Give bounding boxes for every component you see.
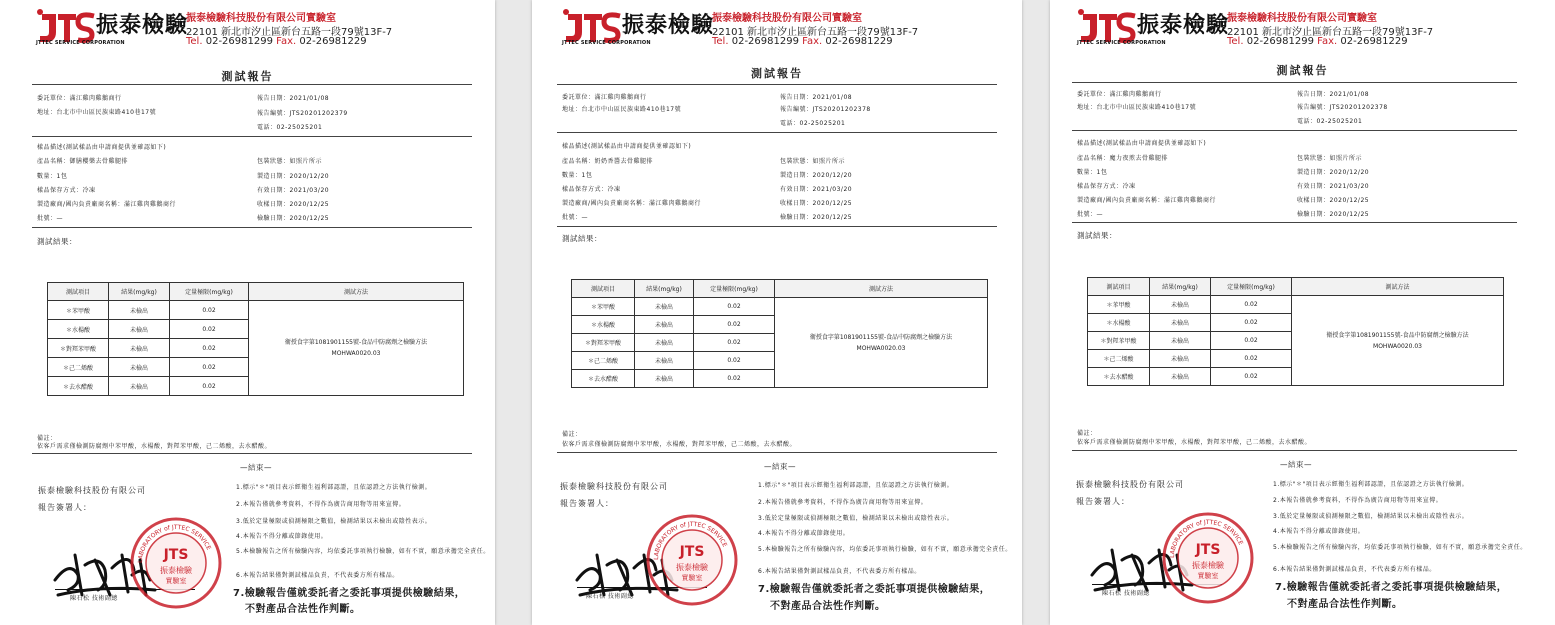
exp-date: 有效日期：2021/03/20	[780, 186, 853, 193]
lab-stamp-icon	[1160, 510, 1256, 606]
signing-company: 振泰檢驗科技股份有限公司	[560, 482, 668, 491]
lab-stamp-icon	[644, 512, 740, 608]
signer-label: 報告簽署人：	[560, 499, 614, 508]
results-label: 測試結果：	[562, 234, 602, 243]
notes-label: 備註：	[1077, 430, 1097, 437]
divider	[1072, 222, 1517, 223]
table-row: ＊水楊酸 未檢出 0.02	[1088, 314, 1504, 332]
table-row: ＊水楊酸 未檢出 0.02	[572, 316, 988, 334]
product-name: 產品名稱：奶奶香醬去骨雞腿排	[562, 158, 654, 165]
svg-text:JTS: JTS	[163, 547, 189, 563]
divider	[1072, 450, 1517, 451]
report-page-1	[0, 0, 495, 625]
test-method: 衛授食字第1081901155號-食品中防腐劑之檢驗方法 MOHWA0020.03	[249, 301, 464, 396]
brand-name: 振泰檢驗	[96, 12, 189, 38]
end-marker: —結束—	[240, 463, 272, 472]
client-field: 委託單位：滿江雞肉雞鵝商行	[1077, 91, 1162, 98]
end-marker: —結束—	[764, 462, 796, 471]
final-note: 7.檢驗報告僅就委託者之委託事項提供檢驗結果，	[1275, 582, 1508, 593]
table-row: ＊水楊酸 未檢出 0.02	[48, 320, 464, 339]
brand-name: 振泰檢驗	[1137, 12, 1230, 38]
svg-text:實驗室: 實驗室	[1197, 572, 1219, 580]
phone-field: 電話：02-25025201	[257, 124, 323, 131]
address-field: 地址：台北市中山區民族東路410巷17號	[1077, 104, 1197, 111]
table-header: 測試方法	[249, 283, 464, 301]
note-item: 1.標示"＊"項目表示經衛生福利部認證，且依認證之方法執行檢測。	[1273, 481, 1469, 488]
phone-field: 電話：02-25025201	[1297, 118, 1363, 125]
report-title: 測試報告	[221, 70, 274, 83]
logo-subtitle: JTTEC SERVICE CORPORATION	[1077, 40, 1166, 46]
note-item: 4.本報告不得分離或節錄使用。	[1273, 528, 1365, 535]
storage-field: 樣品保存方式：冷凍	[37, 187, 96, 194]
note-item: 5.本檢驗報告之所有檢驗內容，均依委託事項執行檢驗，如有不實，願意承擔完全責任。	[758, 546, 1012, 553]
divider	[557, 226, 997, 227]
mfg-date: 製造日期：2020/12/20	[1297, 169, 1370, 176]
table-header: 測試方法	[775, 280, 988, 298]
batch-field: 批號：—	[562, 214, 589, 221]
note-item: 6.本報告結果僅對測試樣品負責，不代表委方所有樣品。	[236, 572, 399, 579]
quantity-field: 數量：1包	[1077, 169, 1108, 176]
table-row: ＊去水醋酸 未檢出 0.02	[48, 377, 464, 396]
signer-label: 報告簽署人：	[38, 503, 92, 512]
table-row: ＊己二烯酸 未檢出 0.02	[1088, 350, 1504, 368]
note-item: 1.標示"＊"項目表示經衛生福利部認證，且依認證之方法執行檢測。	[758, 482, 954, 489]
report-page-2	[532, 0, 1022, 625]
final-note: 7.檢驗報告僅就委託者之委託事項提供檢驗結果，	[758, 584, 991, 595]
storage-field: 樣品保存方式：冷凍	[1077, 183, 1136, 190]
notes-text: 依客戶需求僅檢測防腐劑中苯甲酸，水楊酸，對羥苯甲酸，己二烯酸，去水醋酸。	[37, 443, 272, 450]
company-contact: Tel. 02-26981299 Fax. 02-26981229	[186, 36, 367, 47]
sample-description: 樣品描述(測試樣品由申請商提供並確認如下)	[37, 144, 167, 151]
table-header: 定量極限(mg/kg)	[694, 280, 775, 298]
divider	[557, 452, 997, 453]
table-header: 測試項目	[48, 283, 109, 301]
note-item: 3.低於定量極限或偵測極限之數值，檢測結果以未檢出或陰性表示。	[1273, 513, 1469, 520]
results-table	[47, 282, 464, 396]
results-label: 測試結果：	[37, 237, 77, 246]
results-table	[1087, 277, 1504, 386]
note-item: 6.本報告結果僅對測試樣品負責，不代表委方所有樣品。	[758, 568, 921, 575]
note-item: 2.本報告僅就參考資料，不得作為廣告商用物等用來宣傳。	[236, 501, 406, 508]
svg-text:實驗室: 實驗室	[165, 577, 187, 585]
svg-text:振泰檢驗: 振泰檢驗	[1192, 561, 1224, 570]
storage-field: 樣品保存方式：冷凍	[562, 186, 621, 193]
note-item: 2.本報告僅就參考資料，不得作為廣告商用物等用來宣傳。	[758, 499, 928, 506]
divider	[32, 227, 472, 228]
phone-field: 電話：02-25025201	[780, 120, 846, 127]
svg-text:LABORATORY of JTTEC SERVICE: LABORATORY of JTTEC SERVICE	[652, 520, 729, 561]
svg-text:振泰檢驗: 振泰檢驗	[676, 563, 708, 572]
sample-description: 樣品描述(測試樣品由申請商提供並確認如下)	[562, 143, 692, 150]
report-date: 報告日期：2021/01/08	[257, 95, 330, 102]
table-row: ＊苯甲酸 未檢出 0.02 衛授食字第1081901155號-食品中防腐劑之檢驗方法 MOHWA0020.03	[1088, 296, 1504, 314]
client-field: 委託單位：滿江雞肉雞鵝商行	[37, 95, 122, 102]
receive-date: 收樣日期：2020/12/25	[1297, 197, 1370, 204]
quantity-field: 數量：1包	[37, 173, 68, 180]
batch-field: 批號：—	[37, 215, 64, 222]
signing-company: 振泰檢驗科技股份有限公司	[38, 486, 146, 495]
table-header: 定量極限(mg/kg)	[1211, 278, 1292, 296]
test-date: 檢驗日期：2020/12/25	[780, 214, 853, 221]
report-date: 報告日期：2021/01/08	[1297, 91, 1370, 98]
report-number: 報告編號：JTS20201202379	[257, 110, 348, 117]
test-date: 檢驗日期：2020/12/25	[1297, 211, 1370, 218]
table-row: ＊己二烯酸 未檢出 0.02	[572, 352, 988, 370]
final-note: 不對產品合法性作判斷。	[245, 604, 361, 615]
svg-text:JTS: JTS	[1195, 542, 1221, 558]
divider	[557, 84, 997, 85]
logo-subtitle: JTTEC SERVICE CORPORATION	[36, 40, 125, 46]
final-note: 不對產品合法性作判斷。	[770, 601, 886, 612]
company-address: 22101 新北市汐止區新台五路一段79號13F-7	[1227, 27, 1434, 38]
table-header: 結果(mg/kg)	[1150, 278, 1211, 296]
table-header: 測試方法	[1292, 278, 1504, 296]
company-address: 22101 新北市汐止區新台五路一段79號13F-7	[186, 27, 393, 38]
table-header: 定量極限(mg/kg)	[170, 283, 249, 301]
company-address: 22101 新北市汐止區新台五路一段79號13F-7	[712, 27, 919, 38]
quantity-field: 數量：1包	[562, 172, 593, 179]
company-contact: Tel. 02-26981299 Fax. 02-26981229	[712, 36, 893, 47]
table-row: ＊去水醋酸 未檢出 0.02	[1088, 368, 1504, 386]
product-name: 產品名稱：御膳櫻樂去骨雞腿排	[37, 158, 129, 165]
package-field: 包裝狀態：如照片所示	[257, 158, 323, 165]
svg-text:LABORATORY of JTTEC SERVICE: LABORATORY of JTTEC SERVICE	[1168, 518, 1245, 559]
manufacturer-field: 製造廠商/國內負責廠商名稱：滿江雞肉雞鵝商行	[1077, 197, 1217, 204]
svg-text:JTS: JTS	[679, 544, 705, 560]
end-marker: —結束—	[1280, 460, 1312, 469]
note-item: 3.低於定量極限或偵測極限之數值，檢測結果以未檢出或陰性表示。	[758, 515, 954, 522]
manufacturer-field: 製造廠商/國內負責廠商名稱：滿江雞肉雞鵝商行	[562, 200, 702, 207]
signing-company: 振泰檢驗科技股份有限公司	[1076, 480, 1184, 489]
note-item: 4.本報告不得分離或節錄使用。	[236, 533, 328, 540]
table-header: 測試項目	[572, 280, 635, 298]
package-field: 包裝狀態：如照片所示	[780, 158, 846, 165]
note-item: 6.本報告結果僅對測試樣品負責，不代表委方所有樣品。	[1273, 566, 1436, 573]
product-name: 產品名稱：魔力夜煎去骨雞腿排	[1077, 155, 1169, 162]
report-title: 測試報告	[751, 67, 803, 80]
letterhead	[36, 6, 416, 50]
mfg-date: 製造日期：2020/12/20	[257, 173, 330, 180]
report-number: 報告編號：JTS20201202378	[1297, 104, 1388, 111]
svg-text:LABORATORY of JTTEC SERVICE: LABORATORY of JTTEC SERVICE	[136, 523, 213, 564]
test-method: 衛授食字第1081901155號-食品中防腐劑之檢驗方法 MOHWA0020.03	[775, 298, 988, 388]
table-row: ＊苯甲酸 未檢出 0.02 衛授食字第1081901155號-食品中防腐劑之檢驗方法 MOHWA0020.03	[572, 298, 988, 316]
notes-label: 備註：	[37, 435, 57, 442]
address-field: 地址：台北市中山區民族東路410巷17號	[37, 109, 157, 116]
svg-text:實驗室: 實驗室	[681, 574, 703, 582]
notes-text: 依客戶需求僅檢測防腐劑中苯甲酸，水楊酸，對羥苯甲酸，己二烯酸，去水醋酸。	[1077, 439, 1312, 446]
note-item: 2.本報告僅就參考資料，不得作為廣告商用物等用來宣傳。	[1273, 497, 1443, 504]
company-name: 振泰檢驗科技股份有限公司實驗室	[1227, 13, 1377, 24]
divider	[32, 453, 472, 454]
client-field: 委託單位：滿江雞肉雞鵝商行	[562, 94, 647, 101]
table-row: ＊己二烯酸 未檢出 0.02	[48, 358, 464, 377]
notes-label: 備註：	[562, 431, 582, 438]
final-note: 不對產品合法性作判斷。	[1287, 599, 1403, 610]
signer-label: 報告簽署人：	[1076, 497, 1130, 506]
lab-stamp-icon	[128, 515, 224, 611]
test-date: 檢驗日期：2020/12/25	[257, 215, 330, 222]
note-item: 5.本檢驗報告之所有檢驗內容，均依委託事項執行檢驗，如有不實，願意承擔完全責任。	[236, 548, 490, 555]
divider	[1072, 130, 1517, 131]
sample-description: 樣品描述(測試樣品由申請商提供並確認如下)	[1077, 140, 1207, 147]
table-header: 結果(mg/kg)	[109, 283, 170, 301]
signer-name: 陳石松 技術副總	[70, 595, 118, 602]
divider	[32, 84, 472, 85]
final-note: 7.檢驗報告僅就委託者之委託事項提供檢驗結果，	[233, 588, 466, 599]
manufacturer-field: 製造廠商/國內負責廠商名稱：滿江雞肉雞鵝商行	[37, 201, 177, 208]
results-table	[571, 279, 988, 388]
exp-date: 有效日期：2021/03/20	[257, 187, 330, 194]
note-item: 1.標示"＊"項目表示經衛生福利部認證，且依認證之方法執行檢測。	[236, 484, 432, 491]
company-name: 振泰檢驗科技股份有限公司實驗室	[712, 13, 862, 24]
svg-text:振泰檢驗: 振泰檢驗	[160, 566, 192, 575]
report-title: 測試報告	[1276, 64, 1329, 77]
receive-date: 收樣日期：2020/12/25	[780, 200, 853, 207]
note-item: 4.本報告不得分離或節錄使用。	[758, 530, 850, 537]
letterhead	[1077, 6, 1457, 50]
divider	[32, 136, 472, 137]
table-row: ＊對羥苯甲酸 未檢出 0.02	[572, 334, 988, 352]
divider	[557, 132, 997, 133]
table-header: 測試項目	[1088, 278, 1150, 296]
results-label: 測試結果：	[1077, 231, 1117, 240]
report-page-3	[1050, 0, 1555, 625]
test-method: 衛授食字第1081901155號-食品中防腐劑之檢驗方法 MOHWA0020.03	[1292, 296, 1504, 386]
batch-field: 批號：—	[1077, 211, 1104, 218]
table-row: ＊對羥苯甲酸 未檢出 0.02	[48, 339, 464, 358]
exp-date: 有效日期：2021/03/20	[1297, 183, 1370, 190]
brand-name: 振泰檢驗	[622, 12, 715, 38]
company-name: 振泰檢驗科技股份有限公司實驗室	[186, 13, 336, 24]
report-date: 報告日期：2021/01/08	[780, 94, 853, 101]
report-number: 報告編號：JTS20201202378	[780, 106, 871, 113]
address-field: 地址：台北市中山區民族東路410巷17號	[562, 106, 682, 113]
signer-name: 陳石松 技術副總	[586, 593, 634, 600]
package-field: 包裝狀態：如照片所示	[1297, 155, 1363, 162]
logo-subtitle: JTTEC SERVICE CORPORATION	[562, 40, 651, 46]
table-row: ＊苯甲酸 未檢出 0.02 衛授食字第1081901155號-食品中防腐劑之檢驗方法 MOHWA0020.03	[48, 301, 464, 320]
note-item: 5.本檢驗報告之所有檢驗內容，均依委託事項執行檢驗，如有不實，願意承擔完全責任。	[1273, 544, 1527, 551]
divider	[1072, 82, 1517, 83]
table-row: ＊對羥苯甲酸 未檢出 0.02	[1088, 332, 1504, 350]
letterhead	[562, 6, 942, 50]
company-contact: Tel. 02-26981299 Fax. 02-26981229	[1227, 36, 1408, 47]
table-row: ＊去水醋酸 未檢出 0.02	[572, 370, 988, 388]
mfg-date: 製造日期：2020/12/20	[780, 172, 853, 179]
signer-name: 陳石松 技術副總	[1102, 590, 1150, 597]
table-header: 結果(mg/kg)	[635, 280, 694, 298]
receive-date: 收樣日期：2020/12/25	[257, 201, 330, 208]
notes-text: 依客戶需求僅檢測防腐劑中苯甲酸，水楊酸，對羥苯甲酸，己二烯酸，去水醋酸。	[562, 441, 797, 448]
note-item: 3.低於定量極限或偵測極限之數值，檢測結果以未檢出或陰性表示。	[236, 518, 432, 525]
